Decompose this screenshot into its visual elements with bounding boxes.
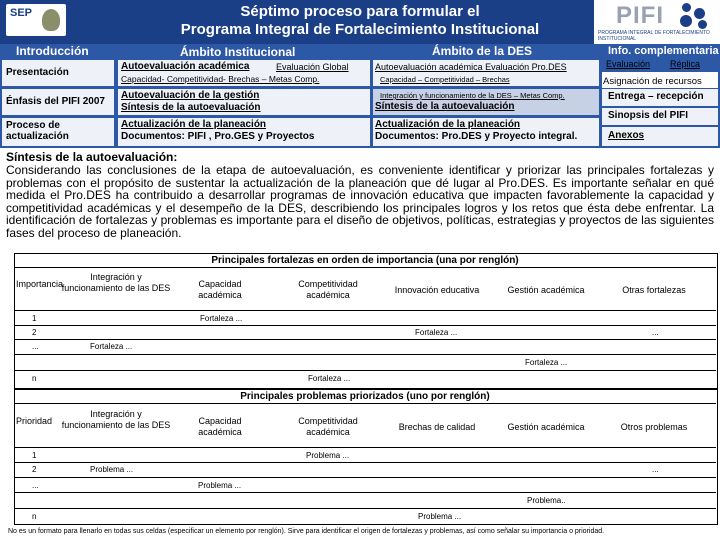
col-header: Capacidad académica bbox=[198, 279, 242, 300]
row-text: Fortaleza ... bbox=[308, 374, 351, 383]
row-text: Problema ... bbox=[418, 512, 462, 521]
col-header: Gestión académica bbox=[507, 285, 585, 295]
row-text: Fortaleza ... bbox=[90, 342, 133, 351]
link-capacidad-competitividad[interactable]: Capacidad- Competitividad- Brechas – Metas Comp. bbox=[121, 74, 320, 84]
section-title: Síntesis de la autoevaluación: bbox=[6, 150, 178, 164]
col-header: Capacidad académica bbox=[198, 416, 242, 437]
row-extra: ... bbox=[652, 328, 659, 337]
row-text: Problema ... bbox=[90, 465, 134, 474]
divider bbox=[14, 370, 716, 371]
footer-note: No es un formato para llenarlo en todas sus celdas (especificar un elemento por renglón). Sirve para identificar el origen de fortalezas y problemas, así como señalar su importancia o prioridad. bbox=[8, 528, 605, 535]
row-number: 1 bbox=[32, 314, 37, 323]
col-header: Otros problemas bbox=[620, 422, 688, 432]
link-autoevaluacion-gestion[interactable]: Autoevaluación de la gestión bbox=[121, 90, 260, 101]
pifi-logo-text: PIFI bbox=[616, 2, 665, 29]
nav-presentacion[interactable]: Presentación bbox=[6, 67, 69, 78]
col-header: Prioridad bbox=[16, 416, 53, 426]
divider bbox=[14, 339, 716, 340]
divider bbox=[14, 325, 716, 326]
row-number: ... bbox=[32, 342, 39, 351]
pifi-dot-icon bbox=[680, 15, 692, 27]
nav-introduccion[interactable]: Introducción bbox=[16, 44, 89, 58]
divider bbox=[14, 267, 716, 268]
col-header: Competitividad académica bbox=[298, 416, 358, 437]
link-des-integracion[interactable]: Integración y funcionamiento de la DES – Metas Comp. bbox=[380, 91, 565, 100]
link-actualizacion-planeacion[interactable]: Actualización de la planeación bbox=[121, 119, 267, 130]
col-header: Integración y funcionamiento de las DES bbox=[61, 272, 171, 293]
sep-logo bbox=[6, 4, 66, 36]
link-des-autoevaluacion[interactable]: Autoevaluación académica Evaluación Pro.DES bbox=[375, 62, 567, 72]
link-replica[interactable]: Réplica bbox=[670, 59, 701, 69]
link-anexos[interactable]: Anexos bbox=[608, 130, 645, 141]
link-autoevaluacion-academica[interactable]: Autoevaluación académica bbox=[121, 61, 250, 72]
col-header: Brechas de calidad bbox=[398, 422, 476, 432]
row-text: Problema.. bbox=[527, 496, 566, 505]
col-header: Otras fortalezas bbox=[622, 285, 686, 295]
row-number: n bbox=[32, 512, 37, 521]
des-documentos[interactable]: Documentos: Pro.DES y Proyecto integral. bbox=[375, 131, 578, 142]
divider bbox=[14, 310, 716, 311]
row-number: ... bbox=[32, 481, 39, 490]
divider bbox=[14, 477, 716, 478]
link-des-actualizacion[interactable]: Actualización de la planeación bbox=[375, 119, 521, 130]
nav-enfasis[interactable]: Énfasis del PIFI 2007 bbox=[6, 96, 105, 107]
pifi-dot-icon bbox=[682, 3, 691, 12]
intro-paragraph: Considerando las conclusiones de la etapa de autoevaluación, es conveniente identificar y priorizar las principales fortalezas y problemas con el propósito de sustentar la actualización de la planeación que dé lugar al Pro.DES. Es importante señalar en qué medida el Pro.DES ha contribuido a desarrollar programas de innovación educativa que impacten favorablemente la capacidad y competitividad académicas y el desempeño de la DES, describiendo los principales logros y los retos que ésta debe enfrentar. La identificación de fortalezas y problemas es importante para el diseño de objetivos, políticas, estrategias y proyectos de las siguientes fases del proceso de planeación. bbox=[6, 163, 714, 240]
divider bbox=[14, 462, 716, 463]
row-number: 2 bbox=[32, 328, 37, 337]
divider bbox=[14, 447, 716, 448]
nav-proceso-actualizacion[interactable]: Proceso de actualización bbox=[6, 120, 69, 142]
row-text: Fortaleza ... bbox=[525, 358, 568, 367]
sep-logo-text: SEP bbox=[10, 7, 33, 19]
pifi-dot-icon bbox=[694, 8, 705, 19]
nav-info-complementaria[interactable]: Info. complementaria bbox=[608, 45, 719, 57]
col-header: Innovación educativa bbox=[394, 285, 480, 295]
nav-ambito-institucional[interactable]: Ámbito Institucional bbox=[180, 45, 296, 59]
link-entrega-recepcion[interactable]: Entrega – recepción bbox=[608, 91, 704, 102]
pifi-logo bbox=[594, 0, 720, 44]
link-des-sintesis[interactable]: Síntesis de la autoevaluación bbox=[375, 101, 515, 112]
fortalezas-caption: Principales fortalezas en orden de importancia (una por renglón) bbox=[211, 255, 519, 266]
divider bbox=[14, 492, 716, 493]
row-text: Fortaleza ... bbox=[200, 314, 243, 323]
link-des-capacidad[interactable]: Capacidad – Competitividad – Brechas bbox=[380, 75, 510, 84]
divider bbox=[14, 508, 716, 509]
col-header: Gestión académica bbox=[507, 422, 585, 432]
row-number: 2 bbox=[32, 465, 37, 474]
row-text: Problema ... bbox=[198, 481, 242, 490]
row-extra: ... bbox=[652, 465, 659, 474]
pifi-dot-icon bbox=[698, 20, 707, 29]
col-header: Importancia bbox=[16, 279, 64, 289]
link-evaluacion-global[interactable]: Evaluación Global bbox=[276, 62, 349, 72]
divider bbox=[14, 354, 716, 355]
row-text: Problema ... bbox=[306, 451, 350, 460]
col-header: Integración y funcionamiento de las DES bbox=[61, 409, 171, 430]
link-sinopsis[interactable]: Sinopsis del PIFI bbox=[608, 110, 689, 121]
row-number: n bbox=[32, 374, 37, 383]
divider bbox=[14, 403, 716, 404]
coat-of-arms-icon bbox=[42, 9, 60, 31]
link-sintesis-institucional[interactable]: Síntesis de la autoevaluación bbox=[121, 102, 261, 113]
row-number: 1 bbox=[32, 451, 37, 460]
row-text: Fortaleza ... bbox=[415, 328, 458, 337]
link-asignacion-recursos[interactable]: Asignación de recursos bbox=[603, 76, 702, 87]
link-evaluacion[interactable]: Evaluación bbox=[606, 59, 651, 69]
col-header: Competitividad académica bbox=[298, 279, 358, 300]
problemas-caption: Principales problemas priorizados (uno por renglón) bbox=[240, 391, 490, 402]
inst-documentos[interactable]: Documentos: PIFI , Pro.GES y Proyectos bbox=[121, 131, 315, 142]
nav-ambito-des[interactable]: Ámbito de la DES bbox=[432, 44, 533, 58]
pifi-subtitle: PROGRAMA INTEGRAL DE FORTALECIMIENTO INSTITUCIONAL bbox=[598, 30, 710, 42]
page-title: Séptimo proceso para formular el Programa Integral de Fortalecimiento Institucional bbox=[180, 3, 540, 38]
